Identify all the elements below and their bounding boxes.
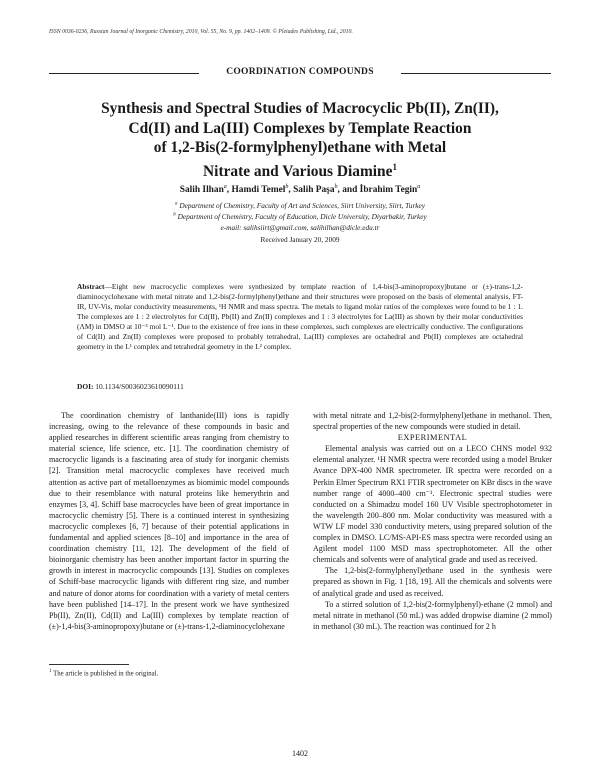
abstract-label: Abstract bbox=[77, 282, 105, 291]
intro-paragraph: The coordination chemistry of lanthanide(III) ions is rapidly increasing, owing to the relevance of these compounds in basic and applied researches in different scientific areas ranging from chemistry to material science, life science, etc. [1]. The coordination chemistry of macrocyclic ligands is a fascinating area of study for inorganic chemists [2]. Transition metal macrocyclic complexes have received much attention as active part of metalloenzymes as biomimic model compounds due to their resemblance with natural proteins like hemerythrin and enzymes [3, 4]. Schiff base macrocycles have been of great importance in macrocyclic chemistry [5]. There is a continued interest in synthesizing macrocyclic complexes [6, 7] because of their potential applications in fundamental and applied sciences [8–10] and importance in the area of coordination chemistry [11, 12]. The development of the field of bioinorganic chemistry has been another important factor in spurring the growth in interest in macrocyclic compounds [13]. Studies on complexes of Schiff-base macrocyclic ligands with different ring size, and number and nature of donor atoms for coordination with a variety of metal centers have been published [14–17]. In the present work we have synthesized Pb(II), Zn(II), Cd(II) and La(III) complexes by template reaction of (±)-1,4-bis(3-aminopropoxy)butane or (±)-trans-1,2-diaminocyclohexane bbox=[49, 411, 289, 631]
doi-label: DOI: bbox=[77, 382, 94, 391]
title-line-3: of 1,2-Bis(2-formylphenyl)ethane with Metal bbox=[153, 139, 447, 156]
author-2-mark: b bbox=[285, 184, 289, 190]
author-4: İbrahim Tegin bbox=[359, 185, 418, 196]
title-line-4-text: Nitrate and Various Diamine bbox=[203, 162, 393, 180]
article-title bbox=[50, 99, 550, 181]
footnote-divider bbox=[49, 664, 129, 665]
intro-paragraph-continued: with metal nitrate and 1,2-bis(2-formylphenyl)ethane in methanol. Then, spectral properties of the new compounds were studied in detail. bbox=[313, 411, 552, 432]
author-sep-3: , and bbox=[337, 185, 358, 196]
author-1-mark: a bbox=[223, 184, 227, 190]
body-column-left bbox=[49, 410, 289, 632]
doi-line bbox=[77, 382, 184, 391]
affiliation-b-text: Department of Chemistry, Faculty of Education, Dicle University, Diyarbakir, Turkey bbox=[177, 212, 427, 221]
author-2: Hamdi Temel bbox=[231, 185, 286, 196]
abstract bbox=[77, 282, 523, 352]
footnote bbox=[49, 669, 158, 677]
section-label: COORDINATION COMPOUNDS bbox=[226, 67, 374, 77]
experimental-heading: EXPERIMENTAL bbox=[397, 433, 468, 443]
title-line-4 bbox=[50, 158, 550, 182]
affiliation-a-mark: a bbox=[174, 201, 178, 207]
affiliation-b-mark: b bbox=[173, 212, 176, 218]
doi-value: 10.1134/S0036023610090111 bbox=[95, 382, 184, 391]
title-line-1: Synthesis and Spectral Studies of Macrocyclic Pb(II), Zn(II), bbox=[101, 100, 499, 117]
received-date: Received January 20, 2009 bbox=[260, 235, 340, 244]
author-sep-1: , bbox=[226, 185, 230, 196]
experimental-paragraph-3: To a stirred solution of 1,2-bis(2-formylphenyl)-ethane (2 mmol) and metal nitrate in methanol (50 mL) was added dropwise diamine (2 mmol) in methanol (30 mL). The reaction was continued for 2 h bbox=[313, 599, 552, 631]
affiliation-a-text: Department of Chemistry, Faculty of Art and Sciences, Siirt University, Siirt, Turkey bbox=[179, 201, 426, 210]
contact-email: e-mail: salihsiirt@gmail.com, salihilhan@dicle.edu.tr bbox=[220, 223, 380, 232]
title-footnote-mark: 1 bbox=[392, 161, 397, 172]
author-3-mark: b bbox=[334, 184, 338, 190]
author-3: Salih Paşa bbox=[293, 185, 335, 196]
page-number: 1402 bbox=[292, 749, 308, 758]
section-rule-right bbox=[401, 73, 551, 74]
author-1: Salih Ilhan bbox=[179, 185, 224, 196]
author-4-mark: a bbox=[417, 184, 421, 190]
title-line-2: Cd(II) and La(III) Complexes by Template Reaction bbox=[128, 119, 472, 137]
author-list bbox=[50, 184, 550, 195]
abstract-text: —Eight new macrocyclic complexes were synthesized by template reaction of 1,4-bis(3-aminopropoxy)butane or (±)-trans-1,2-diaminocyclohexane with metal nitrate and 1,2-bis(2-formylphenyl)ethane and their structures were proposed on the basis of elemental analysis, FT-IR, UV-Vis, molar conductivity measurements, ¹H NMR and mass spectra. The metals to ligand molar ratios of the complexes were found to be 1 : 1. The complexes are 1 : 2 electrolytes for Cd(II), Pb(II) and Zn(II) complexes and 1 : 3 electrolytes for La(III) as shown by their molar conductivities (ΛM) in DMSO at 10⁻³ mol L⁻¹. Due to the existence of free ions in these complexes, such complexes are electrically conductive. The configurations of Cd(II) and Zn(II) complexes were proposed to probably tetrahedral, La(III) complexes are octahedral and Pb(II) complexes are octahedral geometry in the L¹ complex and tetrahedral geometry in the L² complex. bbox=[77, 282, 523, 351]
experimental-paragraph-2: The 1,2-bis(2-formylphenyl)ethane used in the synthesis were prepared as shown in Fig. 1 [18, 19]. All the chemicals and solvents were of analytical grade and used as received. bbox=[313, 566, 552, 598]
body-column-right bbox=[313, 410, 552, 632]
affiliation-b bbox=[50, 212, 550, 221]
experimental-paragraph-1: Elemental analysis was carried out on a LECO CHNS model 932 elemental analyzer. ¹H NMR spectra were recorded using a model Bruker Avance DPX-400 NMR spectrometer. IR spectra were recorded on a Perkin Elmer Spectrum RX1 FTIR spectrometer on KBr discs in the wave number range of 4000–400 cm⁻¹. Electronic spectral studies were conducted on a Shimadzu model 160 UV Visible spectrophotometer in the wavelength 200–800 nm. Molar conductivity was measured with a WTW LF model 330 conductivity meters, using prepared solution of the complex in DMSO. LC/MS-API-ES mass spectra were recorded using an Agilent model 1100 MSD mass spectrophotometer. All the other chemicals and solvents were of analytical grade and used as received. bbox=[313, 444, 552, 565]
author-sep-2: , bbox=[288, 185, 291, 196]
affiliation-a bbox=[50, 201, 550, 210]
footnote-text: The article is published in the original. bbox=[53, 670, 159, 678]
journal-header: ISSN 0036-0236, Russian Journal of Inorganic Chemistry, 2010, Vol. 55, No. 9, pp. 1402–1409. © Pleiades Publishing, Ltd., 2010. bbox=[49, 29, 353, 35]
section-heading-bar bbox=[49, 67, 551, 81]
footnote-mark: 1 bbox=[49, 669, 52, 674]
